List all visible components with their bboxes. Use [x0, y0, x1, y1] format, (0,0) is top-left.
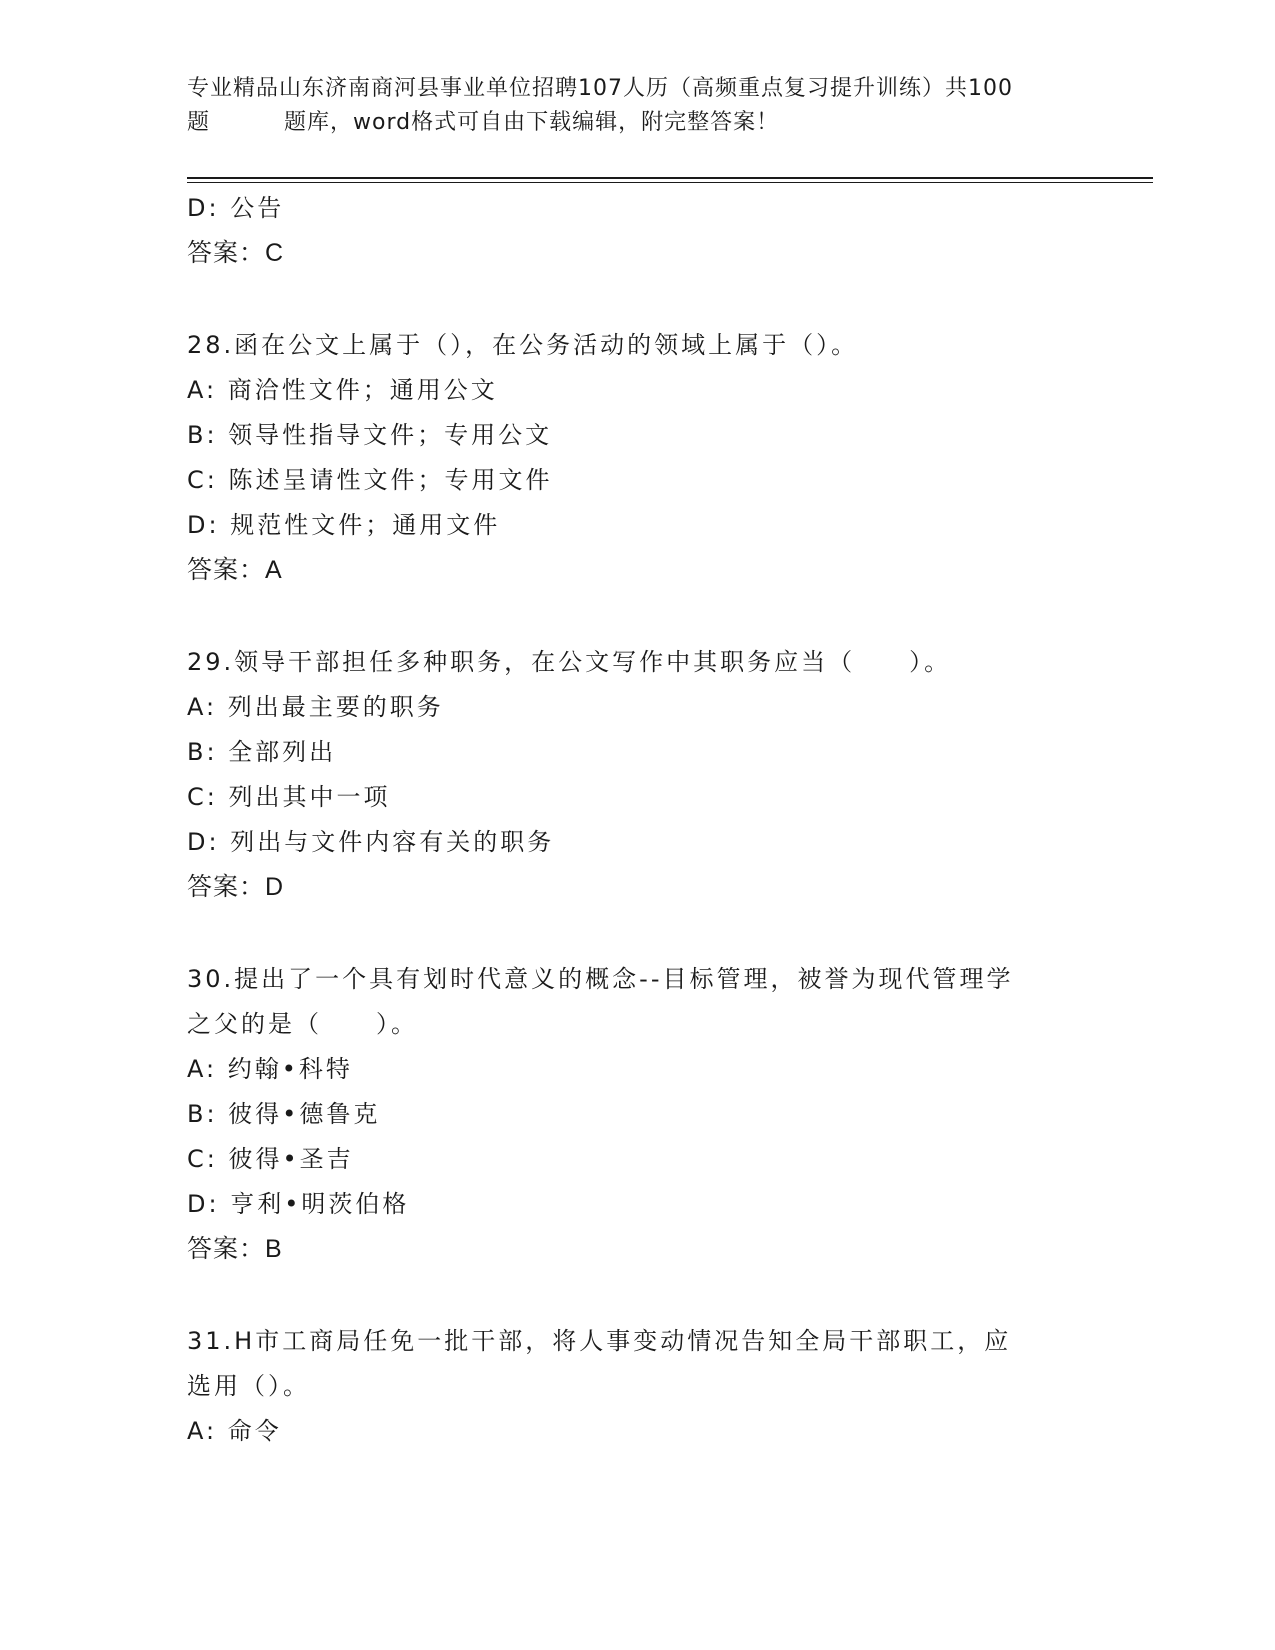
answer-line: 答案：D [187, 873, 285, 901]
option-d: D: 公告 [187, 194, 285, 222]
option-d: D: 亨利•明茨伯格 [187, 1190, 410, 1218]
option-b: B: 彼得•德鲁克 [187, 1100, 381, 1128]
header-title-line-2-a: 题 [187, 110, 211, 135]
question-text-line-2: 选用（）。 [187, 1372, 310, 1400]
option-a: A: 商洽性文件；通用公文 [187, 376, 498, 404]
question-content [187, 186, 1087, 1454]
option-a: A: 列出最主要的职务 [187, 693, 444, 721]
question-text-line-2: 之父的是（ ）。 [187, 1010, 418, 1038]
option-c: C: 彼得•圣吉 [187, 1145, 354, 1173]
question-29 [187, 640, 1087, 910]
question-28 [187, 323, 1087, 593]
question-30 [187, 957, 1087, 1272]
question-text-line-1: 31.H市工商局任免一批干部，将人事变动情况告知全局干部职工，应 [187, 1327, 1012, 1355]
header-title-line-2-b: 题库，word格式可自由下载编辑，附完整答案！ [284, 110, 780, 135]
option-d: D: 列出与文件内容有关的职务 [187, 828, 555, 856]
question-text-line-1: 30.提出了一个具有划时代意义的概念--目标管理，被誉为现代管理学 [187, 965, 1014, 993]
question-fragment-27 [187, 186, 1087, 276]
option-b: B: 领导性指导文件；专用公文 [187, 421, 553, 449]
question-text: 29.领导干部担任多种职务，在公文写作中其职务应当（ ）。 [187, 648, 952, 676]
option-c: C: 列出其中一项 [187, 783, 391, 811]
option-b: B: 全部列出 [187, 738, 337, 766]
option-c: C: 陈述呈请性文件；专用文件 [187, 466, 553, 494]
header-title-line-1: 专业精品山东济南商河县事业单位招聘107人历（高频重点复习提升训练）共100 [187, 76, 1013, 101]
option-a: A: 约翰•科特 [187, 1055, 353, 1083]
question-text: 28.函在公文上属于（），在公务活动的领域上属于（）。 [187, 331, 859, 359]
header-rule-thin [187, 182, 1153, 183]
header-rule-thick [187, 177, 1153, 179]
question-31 [187, 1319, 1087, 1454]
header-title-line-2 [187, 106, 1087, 140]
option-a: A: 命令 [187, 1417, 282, 1445]
answer-line: 答案：B [187, 1235, 283, 1263]
answer-line: 答案：A [187, 556, 283, 584]
page-header [187, 72, 1087, 140]
answer-line: 答案：C [187, 239, 285, 267]
option-d: D: 规范性文件；通用文件 [187, 511, 501, 539]
